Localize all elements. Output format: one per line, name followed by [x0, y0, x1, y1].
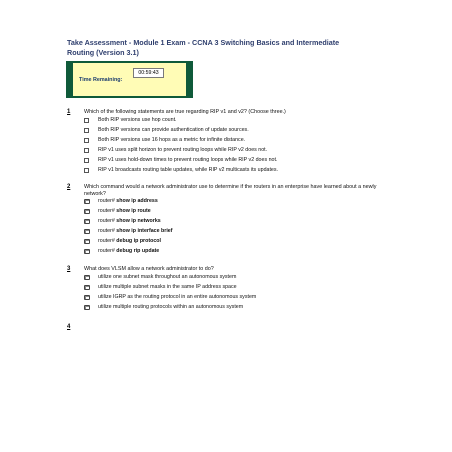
- q1-option-6[interactable]: [84, 166, 278, 174]
- q1-option-4[interactable]: [84, 146, 267, 154]
- checkbox[interactable]: [84, 148, 89, 153]
- radio-button[interactable]: [84, 285, 90, 290]
- option-label: Both RIP versions use hop count.: [98, 117, 177, 123]
- question-text-2: [84, 184, 376, 198]
- q1-option-1[interactable]: [84, 116, 177, 124]
- radio-button[interactable]: [84, 199, 90, 204]
- option-label: utilize IGRP as the routing protocol in an entire autonomous system: [98, 294, 257, 300]
- page-title-line-2: Routing (Version 3.1): [67, 47, 139, 57]
- option-label: utilize one subnet mask throughout an autonomous system: [98, 274, 237, 280]
- command-text: debug rip update: [116, 248, 160, 254]
- option-label: RIP v1 broadcasts routing table updates, while RIP v2 multicasts its updates.: [98, 167, 278, 173]
- command-text: show ip route: [116, 208, 151, 214]
- command-prompt: router#: [98, 248, 115, 254]
- radio-button[interactable]: [84, 229, 90, 234]
- q3-option-3[interactable]: [84, 293, 256, 301]
- question-number-2: 2: [67, 184, 71, 190]
- radio-button[interactable]: [84, 295, 90, 300]
- q3-option-2[interactable]: [84, 283, 237, 291]
- radio-button[interactable]: [84, 219, 90, 224]
- option-label: RIP v1 uses hold-down times to prevent routing loops while RIP v2 does not.: [98, 157, 278, 163]
- checkbox[interactable]: [84, 138, 89, 143]
- q2-option-1[interactable]: [84, 197, 158, 205]
- radio-button[interactable]: [84, 275, 90, 280]
- checkbox[interactable]: [84, 118, 89, 123]
- q3-option-1[interactable]: [84, 273, 236, 281]
- command-prompt: router#: [98, 218, 115, 224]
- checkbox[interactable]: [84, 128, 89, 133]
- q2-option-4[interactable]: [84, 227, 173, 235]
- command-text: show ip networks: [116, 218, 161, 224]
- radio-button[interactable]: [84, 239, 90, 244]
- command-prompt: router#: [98, 198, 115, 204]
- command-text: show ip interface brief: [116, 228, 173, 234]
- option-label: RIP v1 uses split horizon to prevent routing loops while RIP v2 does not.: [98, 147, 268, 153]
- q3-option-4[interactable]: [84, 303, 243, 311]
- radio-button[interactable]: [84, 249, 90, 254]
- q1-option-2[interactable]: [84, 126, 249, 134]
- q2-option-6[interactable]: [84, 247, 159, 255]
- timer-label: Time Remaining:: [79, 77, 123, 83]
- checkbox[interactable]: [84, 168, 89, 173]
- q1-option-3[interactable]: [84, 136, 245, 144]
- page-title: [67, 38, 437, 57]
- command-prompt: router#: [98, 238, 115, 244]
- q2-option-3[interactable]: [84, 217, 161, 225]
- question-text-3: What does VLSM allow a network administrator to do?: [84, 266, 214, 272]
- radio-button[interactable]: [84, 305, 90, 310]
- question-number-1: 1: [67, 109, 71, 115]
- timer-panel-left-bar: [68, 63, 73, 96]
- command-prompt: router#: [98, 228, 115, 234]
- timer-value: 00:59:43: [133, 68, 164, 78]
- question-text-1: Which of the following statements are true regarding RIP v1 and v2? (Choose three.): [84, 109, 286, 115]
- q2-option-2[interactable]: [84, 207, 151, 215]
- q1-option-5[interactable]: [84, 156, 277, 164]
- option-label: utilize multiple routing protocols within an autonomous system: [98, 304, 244, 310]
- q2-option-5[interactable]: [84, 237, 161, 245]
- checkbox[interactable]: [84, 158, 89, 163]
- command-prompt: router#: [98, 208, 115, 214]
- timer-panel: [66, 61, 193, 98]
- option-label: Both RIP versions use 16 hops as a metric for infinite distance.: [98, 137, 246, 143]
- question-text-2-line-1: Which command would a network administrator use to determine if the routers in an enterprise have learned about a newly: [84, 184, 377, 190]
- command-text: show ip address: [116, 198, 158, 204]
- timer-panel-right-bar: [186, 63, 191, 96]
- radio-button[interactable]: [84, 209, 90, 214]
- question-number-3: 3: [67, 266, 71, 272]
- command-text: debug ip protocol: [116, 238, 162, 244]
- page-title-line-1: Take Assessment - Module 1 Exam - CCNA 3 Switching Basics and Intermediate: [67, 38, 340, 47]
- option-label: utilize multiple subnet masks in the same IP address space: [98, 284, 237, 290]
- option-label: Both RIP versions can provide authentication of update sources.: [98, 127, 249, 133]
- question-number-4: 4: [67, 324, 71, 330]
- question-text-2-line-2: network?: [84, 191, 106, 197]
